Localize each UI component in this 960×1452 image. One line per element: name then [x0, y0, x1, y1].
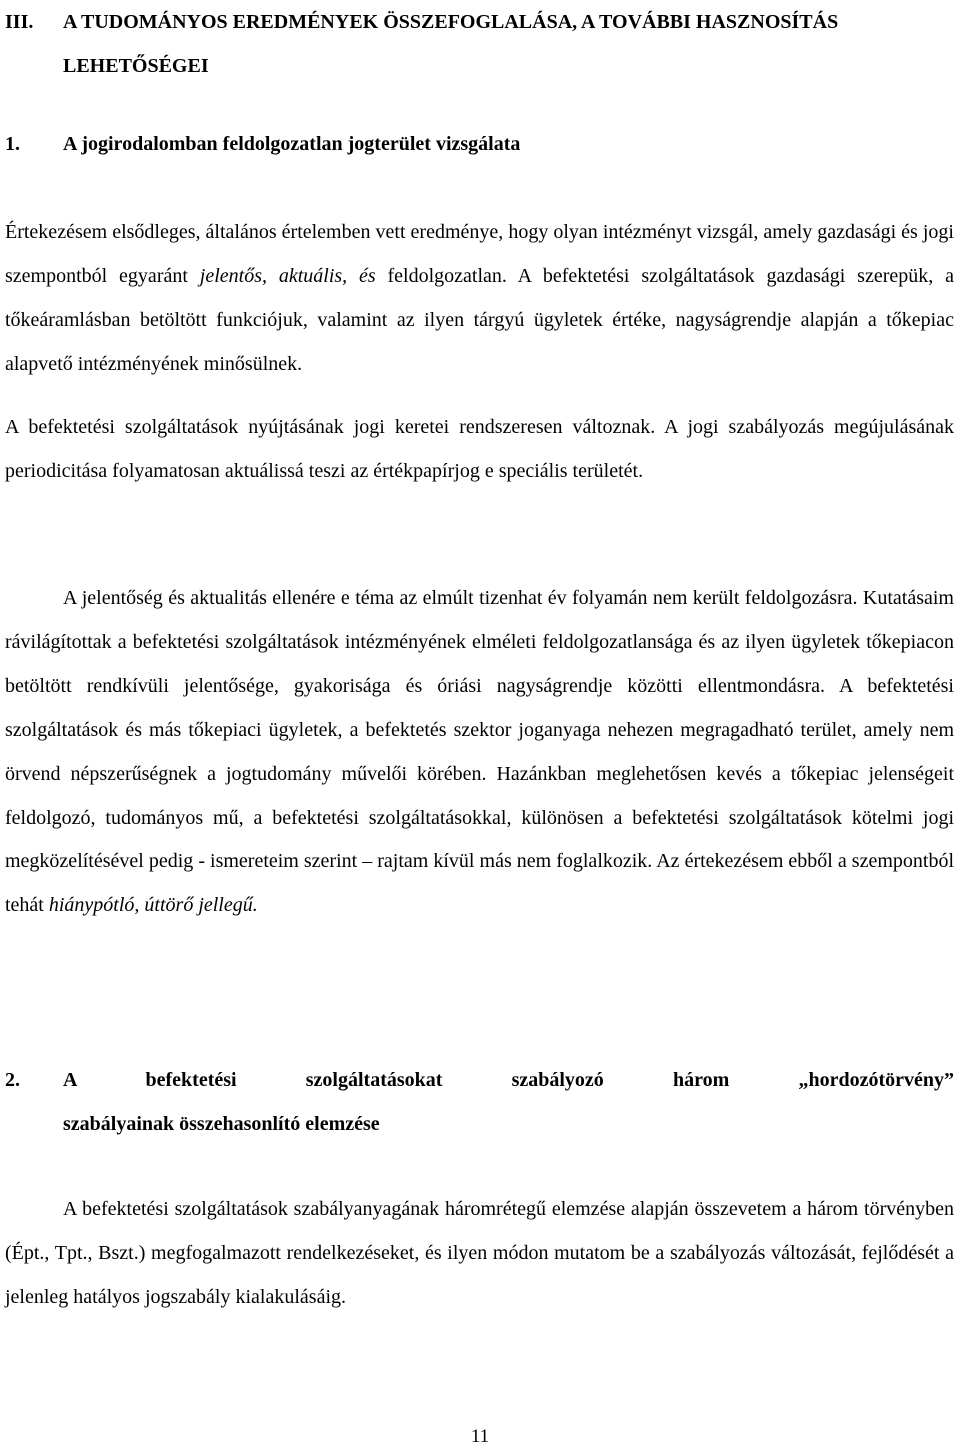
paragraph-text: A jelentőség és aktualitás ellenére e téma az elmúlt tizenhat év folyamán nem került feldolgozásra. Kutatásaim rávilágítottak a befektetési szolgáltatások intézményének elméleti feldolgozatlansága és az ilyen ügyletek tőkepiacon betöltött rendkívüli jelentősége, gyakorisága és óriási nagyságrendje közötti ellentmondásra. A befektetési szolgáltatások és más tőkepiaci ügyletek, a befektetés szektor joganyaga nehezen megragadható terület, amely nem örvend népszerűségnek a jogtudomány művelői körében. Hazánkban meglehetősen kevés a tőkepiac jelenségeit feldolgozó, tudományos mű, a befektetési szolgáltatásokkal, különösen a befektetési szolgáltatások kötelmi jogi megközelítésével pedig - ismereteim szerint – rajtam kívül más nem foglalkozik. Az értekezésem ebből a szempontból tehát — [5, 587, 954, 917]
emphasis-text: hiánypótló, úttörő jellegű. — [48, 894, 258, 917]
section-title: A TUDOMÁNYOS EREDMÉNYEK ÖSSZEFOGLALÁSA, A TOVÁBBI HASZNOSÍTÁS LEHETŐSÉGEI — [63, 11, 839, 77]
paragraph-text: feldolgozatlan. A befektetési szolgáltatások gazdasági szerepük, a tőkeáramlásban betöltött funkciójuk, valamint az ilyen tárgyú ügyletek értéke, nagyságrendje alapján a tőkepiac alapvető intézményének minősülnek. — [5, 264, 954, 375]
subsection-number: 1. — [5, 133, 20, 155]
paragraph-significance — [5, 211, 954, 387]
subsection-title-line1: A befektetési szolgáltatásokat szabályozó három „hordozótörvény” — [63, 1069, 954, 1091]
subsection-title: A jogirodalomban feldolgozatlan jogterület vizsgálata — [63, 133, 521, 155]
subsection-title-line2: szabályainak összehasonlító elemzése — [63, 1113, 380, 1135]
paragraph-legal-framework: A befektetési szolgáltatások nyújtásának jogi keretei rendszeresen változnak. A jogi szabályozás megújulásának periodicitása folyamatosan aktuálissá teszi az értékpapírjog e speciális területét. — [5, 416, 954, 482]
paragraph-comparison: A befektetési szolgáltatások szabályanyagának háromrétegű elemzése alapján összevetem a három törvényben (Épt., Tpt., Bszt.) megfogalmazott rendelkezéseket, és ilyen módon mutatom be a szabályozás változását, fejlődését a jelenleg hatályos jogszabály kialakulásáig. — [5, 1198, 954, 1308]
paragraph-text: Értekezésem elsődleges, általános értelemben vett eredménye, hogy olyan intézményt vizsgál, amely gazdasági és jogi szempontból egyaránt — [5, 221, 954, 287]
page-number: 11 — [470, 1426, 490, 1447]
emphasis-text: jelentős, aktuális, és — [199, 264, 376, 287]
subsection-number: 2. — [5, 1069, 20, 1091]
paragraph-research-gap — [5, 577, 954, 928]
section-number: III. — [5, 11, 34, 33]
